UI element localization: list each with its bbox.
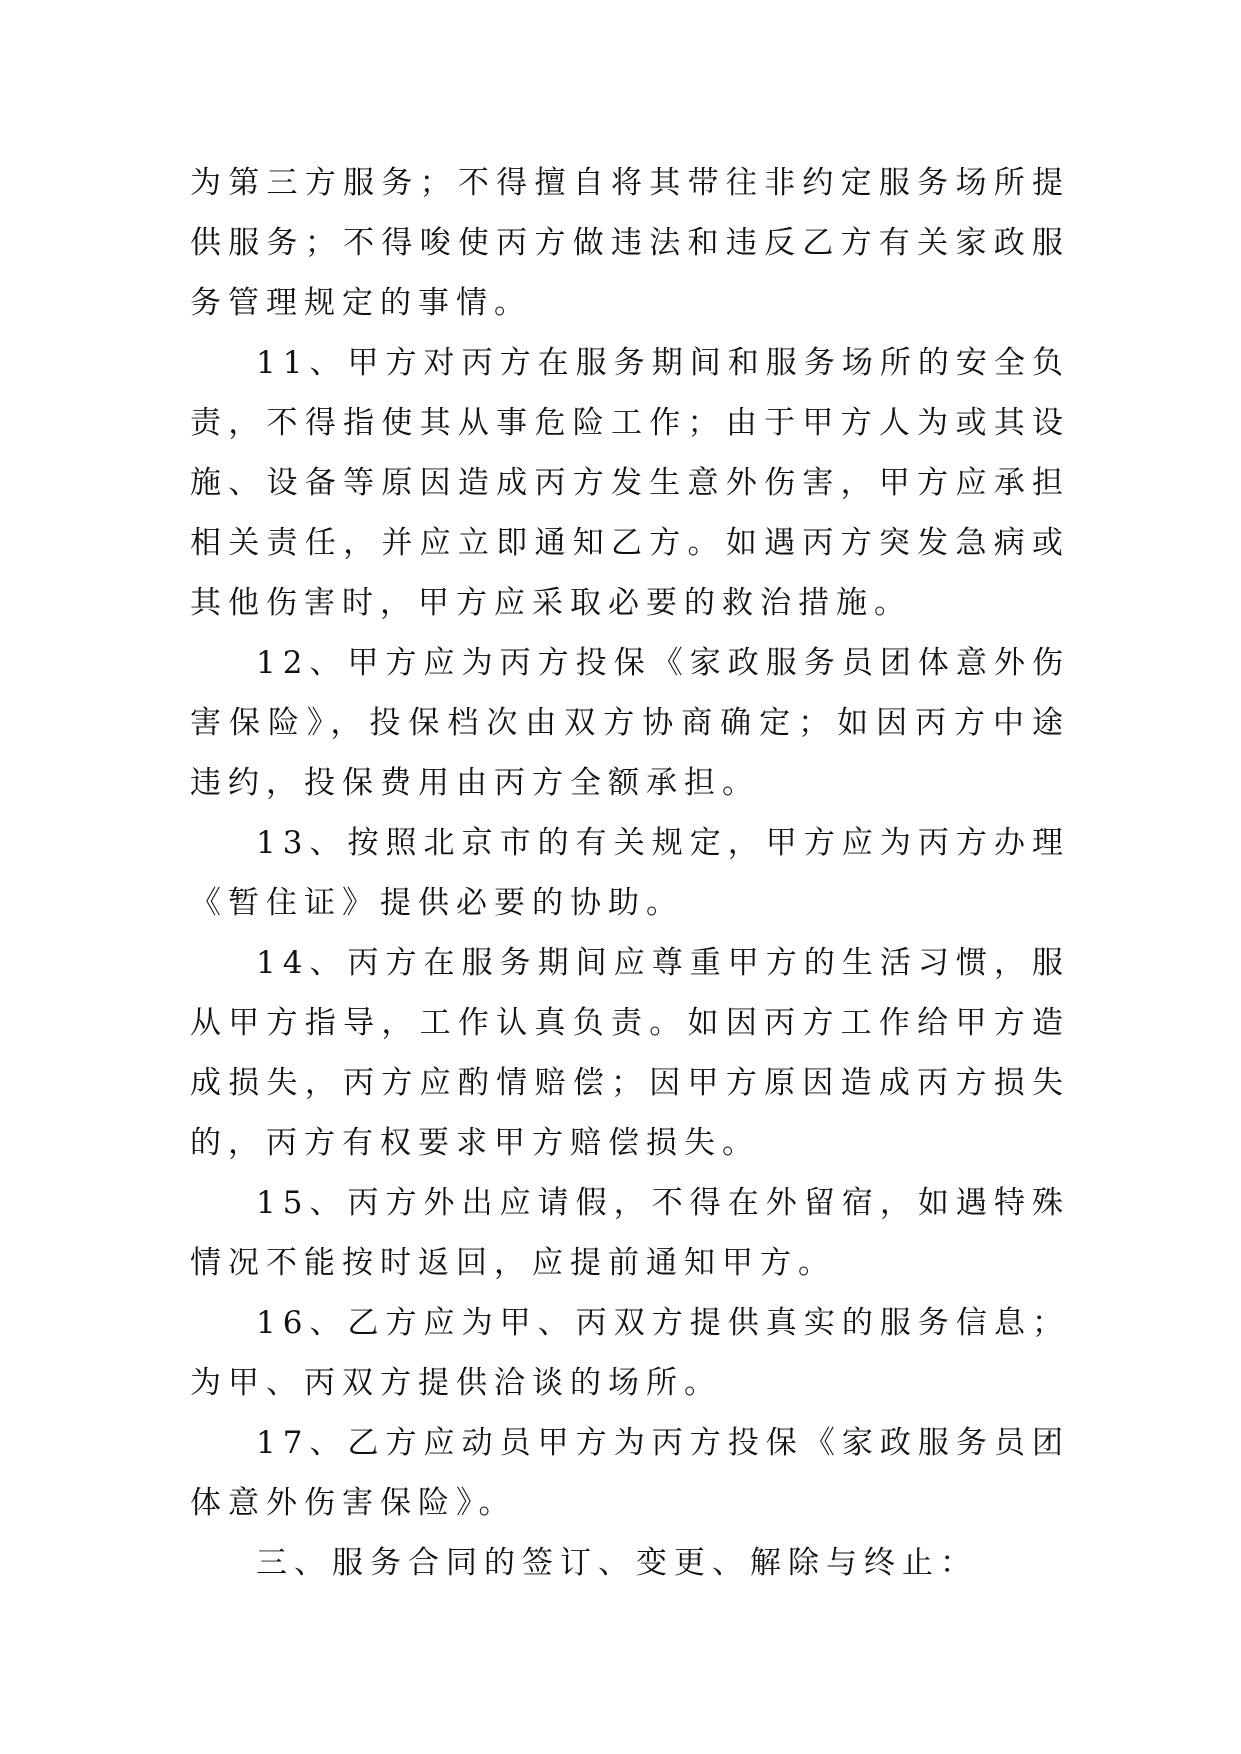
paragraph-clause-17: 17、乙方应动员甲方为丙方投保《家政服务员团体意外伤害保险》。 — [190, 1425, 1070, 1521]
paragraph-clause-14: 14、丙方在服务期间应尊重甲方的生活习惯，服从甲方指导，工作认真负责。如因丙方工作给甲方造成损失，丙方应酌情赔偿；因甲方原因造成丙方损失的，丙方有权要求甲方赔偿损失。 — [190, 945, 1070, 1161]
paragraph-clause-12: 12、甲方应为丙方投保《家政服务员团体意外伤害保险》，投保档次由双方协商确定；如因丙方中途违约，投保费用由丙方全额承担。 — [190, 645, 1070, 801]
paragraph-clause-11: 11、甲方对丙方在服务期间和服务场所的安全负责，不得指使其从事危险工作；由于甲方人为或其设施、设备等原因造成丙方发生意外伤害，甲方应承担相关责任，并应立即通知乙方。如遇丙方突发急病或其他伤害时，甲方应采取必要的救治措施。 — [190, 345, 1070, 621]
paragraph-clause-13: 13、按照北京市的有关规定，甲方应为丙方办理《暂住证》提供必要的协助。 — [190, 825, 1070, 921]
section-heading-three: 三、服务合同的签订、变更、解除与终止： — [256, 1545, 978, 1581]
paragraph-clause-16: 16、乙方应为甲、丙双方提供真实的服务信息；为甲、丙双方提供洽谈的场所。 — [190, 1305, 1070, 1401]
document-body — [190, 153, 1070, 1593]
paragraph-continuation: 为第三方服务；不得擅自将其带往非约定服务场所提供服务；不得唆使丙方做违法和违反乙方有关家政服务管理规定的事情。 — [190, 165, 1070, 321]
paragraph-clause-15: 15、丙方外出应请假，不得在外留宿，如遇特殊情况不能按时返回，应提前通知甲方。 — [190, 1185, 1070, 1281]
